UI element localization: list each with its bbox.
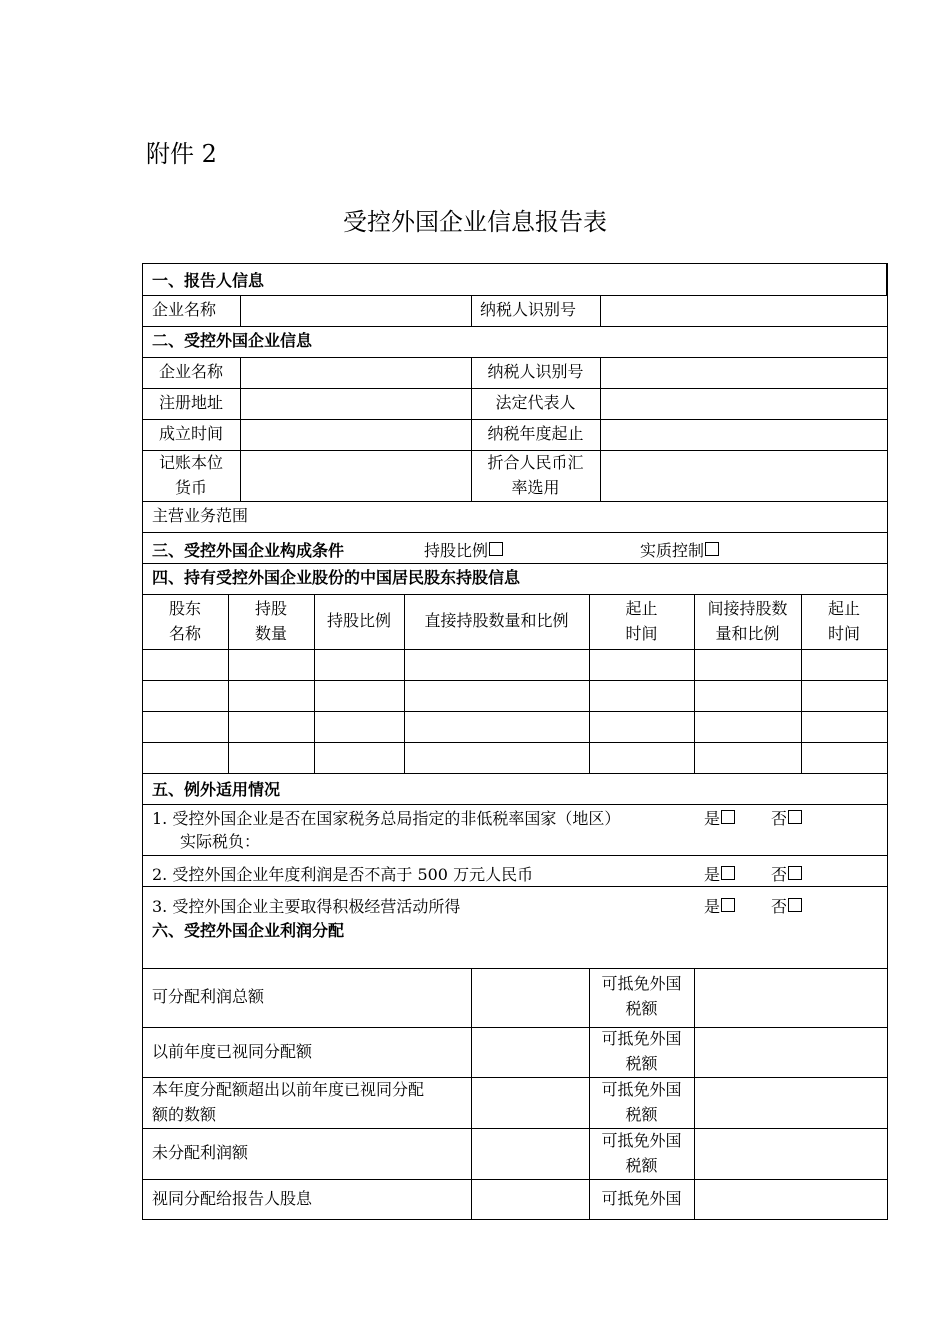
col-direct: 直接持股数量和比例 [424,611,569,630]
col-quantity-line1: 持股 [254,599,287,618]
col-period-line2: 时间 [625,624,658,643]
checkbox[interactable] [721,898,735,912]
checkbox[interactable] [489,542,503,556]
form-title: 受控外国企业信息报告表 [343,208,607,236]
cfc-currency-label-line1: 记账本位 [158,453,223,472]
tax-credit-label-line2: 税额 [625,1054,658,1073]
cfc-address-label: 注册地址 [158,393,223,412]
tax-credit-label-line1: 可抵免外国 [601,1131,682,1150]
cfc-rate-label-line2: 率选用 [511,478,560,497]
exception-q3: 3. 受控外国企业主要取得积极经营活动所得 [152,897,461,916]
cfc-currency-label-line2: 货币 [174,478,207,497]
prior-deemed-distribution-label: 以前年度已视同分配额 [152,1042,313,1061]
col-shareholder-name-line2: 名称 [168,624,201,643]
tax-credit-label-line2: 税额 [625,1156,658,1175]
attachment-label: 附件 2 [146,140,217,168]
substantive-control-option-label: 实质控制 [640,541,705,560]
cfc-name-label: 企业名称 [158,362,223,381]
reporter-name-label: 企业名称 [152,300,217,319]
reporter-taxid-field[interactable] [601,296,885,325]
yes-label: 是 [704,897,721,916]
col-period-line1: 起止 [625,599,658,618]
undistributed-profit-label: 未分配利润额 [152,1143,249,1162]
tax-credit-label-line1: 可抵免外国 [601,1029,682,1048]
reporter-taxid-label: 纳税人识别号 [480,300,577,319]
col-period2-line1: 起止 [827,599,860,618]
cfc-rate-label-line1: 折合人民币汇 [487,453,584,472]
excess-distribution-label-line1: 本年度分配额超出以前年度已视同分配 [152,1080,425,1099]
tax-credit-label-line2: 税额 [625,999,658,1018]
tax-credit-label-line1: 可抵免外国 [601,1189,682,1208]
section-3-heading: 三、受控外国企业构成条件 [152,541,345,560]
exception-q1-line2: 实际税负： [180,832,261,851]
reporter-name-field[interactable] [241,296,470,325]
cfc-business-scope-label: 主营业务范围 [152,506,249,525]
section-4-heading: 四、持有受控外国企业股份的中国居民股东持股信息 [152,568,521,587]
shareholding-option-label: 持股比例 [424,541,489,560]
col-indirect-line1: 间接持股数 [707,599,788,618]
no-label: 否 [771,897,788,916]
deemed-dividend-label: 视同分配给报告人股息 [152,1189,313,1208]
q3-yes-option[interactable] [704,895,735,919]
section-6-heading: 六、受控外国企业利润分配 [152,921,345,940]
distributable-profit-label: 可分配利润总额 [152,987,265,1006]
no-label: 否 [771,865,788,884]
excess-distribution-label-line2: 额的数额 [152,1105,217,1124]
checkbox[interactable] [788,810,802,824]
section-1-heading: 一、报告人信息 [152,271,265,290]
q1-no-option[interactable] [771,807,802,831]
col-period2-line2: 时间 [827,624,860,643]
checkbox[interactable] [788,866,802,880]
shareholding-option[interactable] [424,539,503,563]
checkbox[interactable] [721,866,735,880]
col-quantity-line2: 数量 [254,624,287,643]
yes-label: 是 [704,809,721,828]
cfc-tax-year-label: 纳税年度起止 [487,424,584,443]
q3-no-option[interactable] [771,895,802,919]
tax-credit-label-line1: 可抵免外国 [601,974,682,993]
yes-label: 是 [704,865,721,884]
q2-yes-option[interactable] [704,863,735,887]
cfc-taxid-label: 纳税人识别号 [487,362,584,381]
no-label: 否 [771,809,788,828]
col-shareholder-name-line1: 股东 [168,599,201,618]
q1-yes-option[interactable] [704,807,735,831]
exception-q1-line1: 1. 受控外国企业是否在国家税务总局指定的非低税率国家（地区） [152,809,621,828]
checkbox[interactable] [788,898,802,912]
col-indirect-line2: 量和比例 [715,624,780,643]
cfc-established-label: 成立时间 [158,424,223,443]
substantive-control-option[interactable] [640,539,719,563]
section-2-heading: 二、受控外国企业信息 [152,331,313,350]
tax-credit-label-line1: 可抵免外国 [601,1080,682,1099]
col-ratio: 持股比例 [326,611,391,630]
q2-no-option[interactable] [771,863,802,887]
cfc-legal-rep-label: 法定代表人 [495,393,576,412]
exception-q2: 2. 受控外国企业年度利润是否不高于 500 万元人民币 [152,865,534,884]
checkbox[interactable] [721,810,735,824]
section-5-heading: 五、例外适用情况 [152,780,281,799]
tax-credit-label-line2: 税额 [625,1105,658,1124]
checkbox[interactable] [705,542,719,556]
